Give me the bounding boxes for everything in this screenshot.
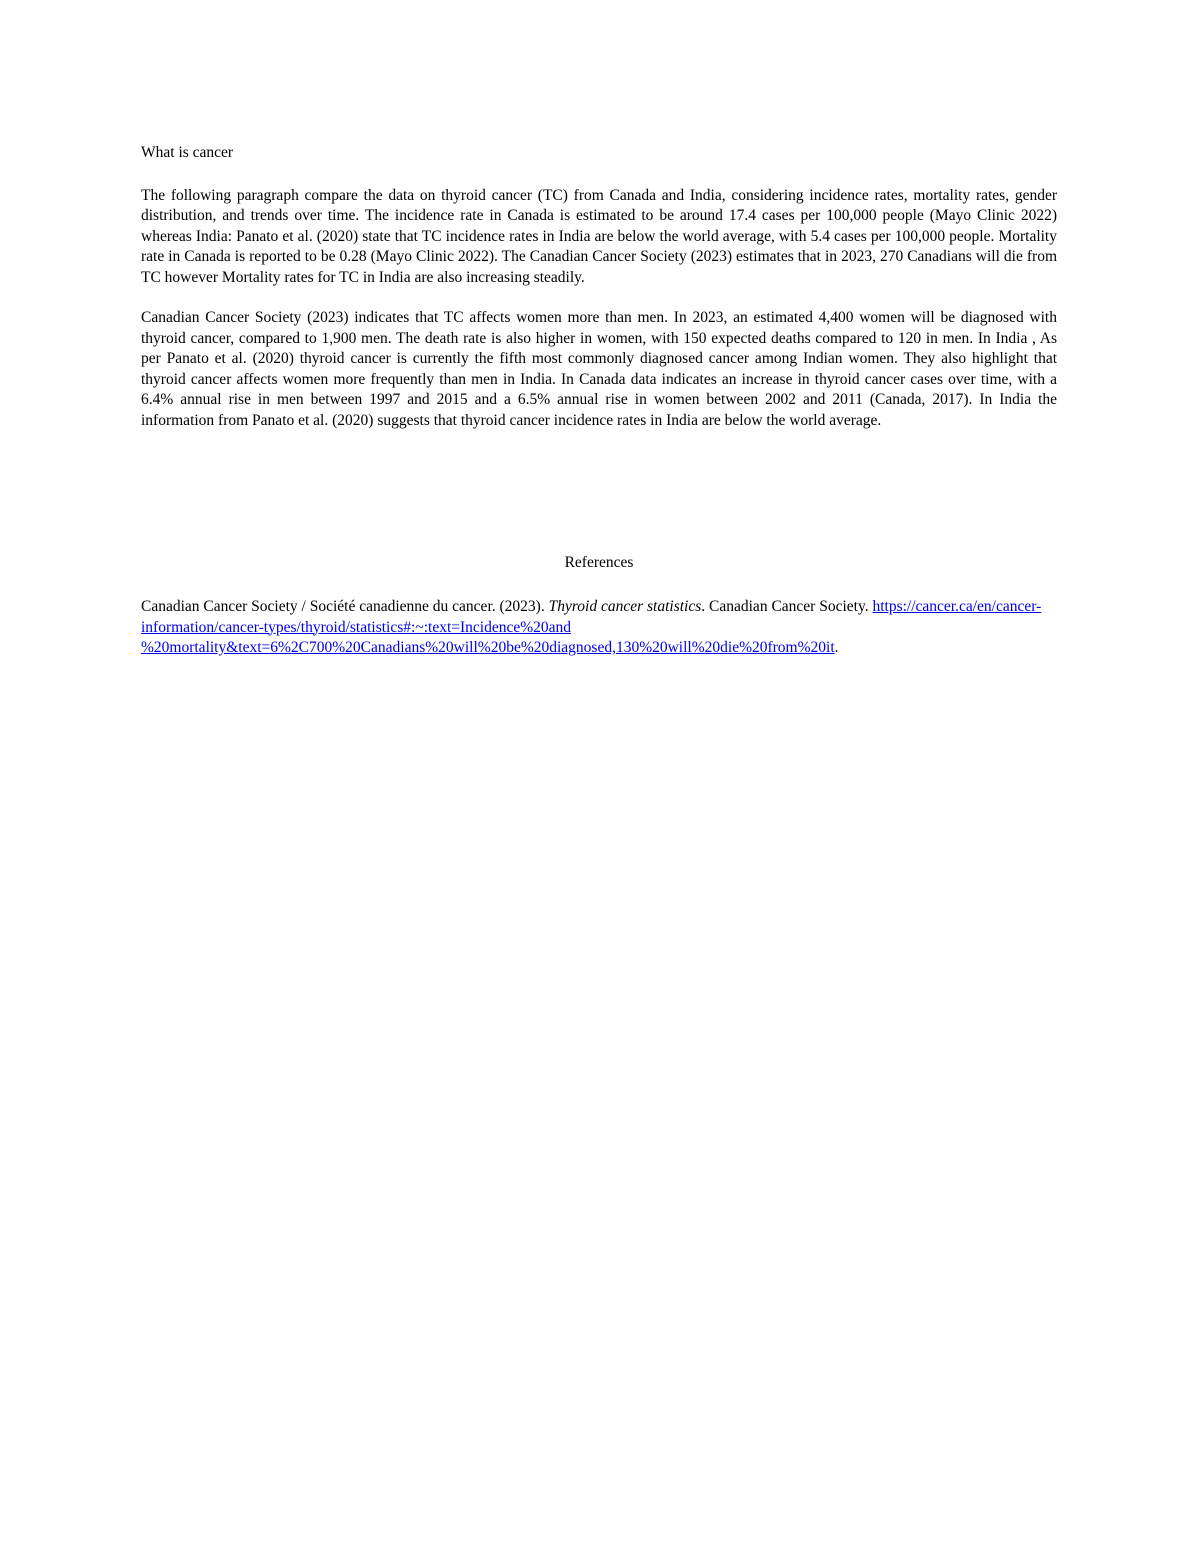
reference-trailing: . — [834, 639, 839, 656]
reference-link-line-1: https://cancer.ca/en/cancer-information/cancer-types/thyroid/statistics#:~:text=Incidence%20and — [141, 598, 1042, 636]
document-body — [141, 143, 1057, 656]
references-heading: References — [564, 554, 634, 571]
reference-publisher: . Canadian Cancer Society. — [701, 598, 873, 615]
reference-link-line-2: %20mortality&text=6%2C700%20Canadians%20will%20be%20diagnosed,130%20will%20die%20from%20it — [141, 639, 835, 656]
reference-entry — [141, 597, 1057, 659]
reference-authors-year: Canadian Cancer Society / Société canadienne du cancer. (2023). — [141, 598, 549, 615]
reference-title: Thyroid cancer statistics — [548, 598, 702, 615]
paragraph-1: The following paragraph compare the data on thyroid cancer (TC) from Canada and India, considering incidence rates, mortality rates, gender distribution, and trends over time. The incidence rate in Canada is estimated to be around 17.4 cases per 100,000 people (Mayo Clinic 2022) whereas India: Panato et al. (2020) state that TC incidence rates in India are below the world average, with 5.4 cases per 100,000 people. Mortality rate in Canada is reported to be 0.28 (Mayo Clinic 2022). The Canadian Cancer Society (2023) estimates that in 2023, 270 Canadians will die from TC however Mortality rates for TC in India are also increasing steadily. — [141, 186, 1057, 286]
section-heading: What is cancer — [141, 144, 234, 161]
paragraph-2: Canadian Cancer Society (2023) indicates that TC affects women more than men. In 2023, an estimated 4,400 women will be diagnosed with thyroid cancer, compared to 1,900 men. The death rate is also higher in women, with 150 expected deaths compared to 120 in men. In India , As per Panato et al. (2020) thyroid cancer is currently the fifth most commonly diagnosed cancer among Indian women. They also highlight that thyroid cancer affects women more frequently than men in India. In Canada data indicates an increase in thyroid cancer cases over time, with a 6.4% annual rise in men between 1997 and 2015 and a 6.5% annual rise in women between 2002 and 2011 (Canada, 2017). In India the information from Panato et al. (2020) suggests that thyroid cancer incidence rates in India are below the world average. — [141, 309, 1057, 429]
